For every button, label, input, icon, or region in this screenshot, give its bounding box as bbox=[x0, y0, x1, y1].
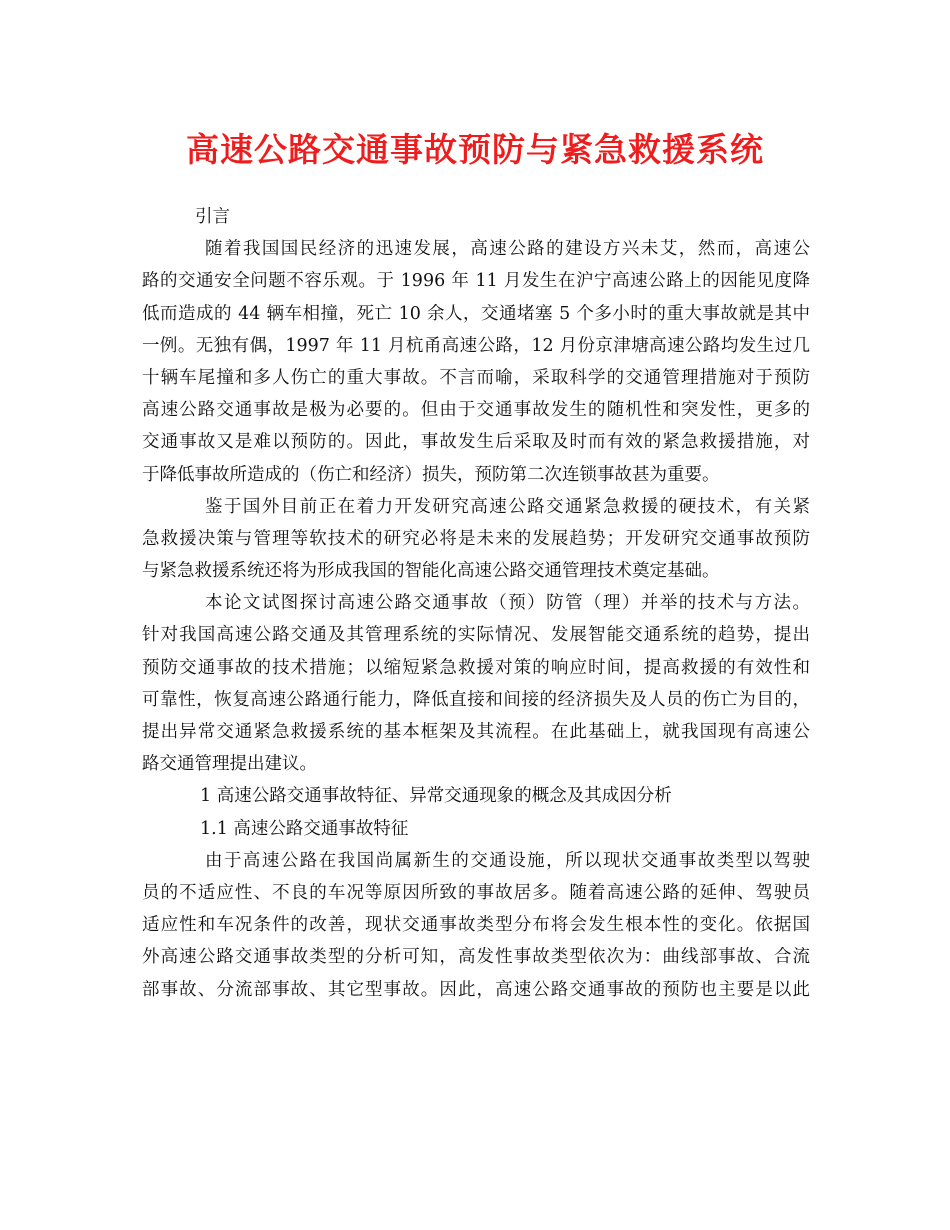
text-line: 急救援决策与管理等软技术的研究必将是未来的发展趋势；开发研究交通事故预防 bbox=[142, 528, 810, 549]
text-line: 员的不适应性、不良的车况等原因所致的事故居多。随着高速公路的延伸、驾驶员 bbox=[142, 882, 810, 903]
text-line: 于降低事故所造成的（伤亡和经济）损失，预防第二次连锁事故甚为重要。 bbox=[142, 464, 720, 485]
text-line: 本论文试图探讨高速公路交通事故（预）防管（理）并举的技术与方法。 bbox=[205, 593, 810, 614]
text-line: 适应性和车况条件的改善，现状交通事故类型分布将会发生根本性的变化。依据国 bbox=[142, 915, 810, 936]
text-line: 低而造成的 44 辆车相撞，死亡 10 余人，交通堵塞 5 个多小时的重大事故就是其中 bbox=[142, 303, 810, 324]
text-line: 外高速公路交通事故类型的分析可知，高发性事故类型依次为：曲线部事故、合流 bbox=[142, 947, 810, 968]
section-heading-line: 1.1 高速公路交通事故特征 bbox=[200, 818, 409, 839]
text-line: 引言 bbox=[195, 207, 230, 227]
section-heading-line: 1 高速公路交通事故特征、异常交通现象的概念及其成因分析 bbox=[200, 786, 672, 807]
text-line: 十辆车尾撞和多人伤亡的重大事故。不言而喻，采取科学的交通管理措施对于预防 bbox=[142, 367, 810, 388]
text-line: 部事故、分流部事故、其它型事故。因此，高速公路交通事故的预防也主要是以此 bbox=[142, 979, 810, 1000]
text-line: 路的交通安全问题不容乐观。于 1996 年 11 月发生在沪宁高速公路上的因能见度降 bbox=[142, 271, 810, 292]
text-line: 一例。无独有偶，1997 年 11 月杭甬高速公路，12 月份京津塘高速公路均发生过几 bbox=[142, 335, 810, 356]
text-line: 可靠性，恢复高速公路通行能力，降低直接和间接的经济损失及人员的伤亡为目的， bbox=[142, 689, 810, 710]
text-line: 随着我国国民经济的迅速发展，高速公路的建设方兴未艾，然而，高速公 bbox=[205, 239, 810, 260]
text-line: 高速公路交通事故是极为必要的。但由于交通事故发生的随机性和突发性，更多的 bbox=[142, 400, 810, 421]
text-line: 与紧急救援系统还将为形成我国的智能化高速公路交通管理技术奠定基础。 bbox=[142, 561, 720, 582]
text-line: 由于高速公路在我国尚属新生的交通设施，所以现状交通事故类型以驾驶 bbox=[205, 850, 810, 871]
text-line: 鉴于国外目前正在着力开发研究高速公路交通紧急救援的硬技术，有关紧 bbox=[205, 496, 810, 517]
text-line: 交通事故又是难以预防的。因此，事故发生后采取及时而有效的紧急救援措施，对 bbox=[142, 432, 810, 453]
text-line: 路交通管理提出建议。 bbox=[142, 754, 317, 775]
text-line: 提出异常交通紧急救援系统的基本框架及其流程。在此基础上，就我国现有高速公 bbox=[142, 722, 810, 742]
text-line: 针对我国高速公路交通及其管理系统的实际情况、发展智能交通系统的趋势，提出 bbox=[142, 625, 810, 646]
text-line: 预防交通事故的技术措施；以缩短紧急救援对策的响应时间，提高救援的有效性和 bbox=[142, 657, 810, 678]
document-title: 高速公路交通事故预防与紧急救援系统 bbox=[186, 130, 764, 169]
document-body bbox=[142, 201, 810, 1006]
